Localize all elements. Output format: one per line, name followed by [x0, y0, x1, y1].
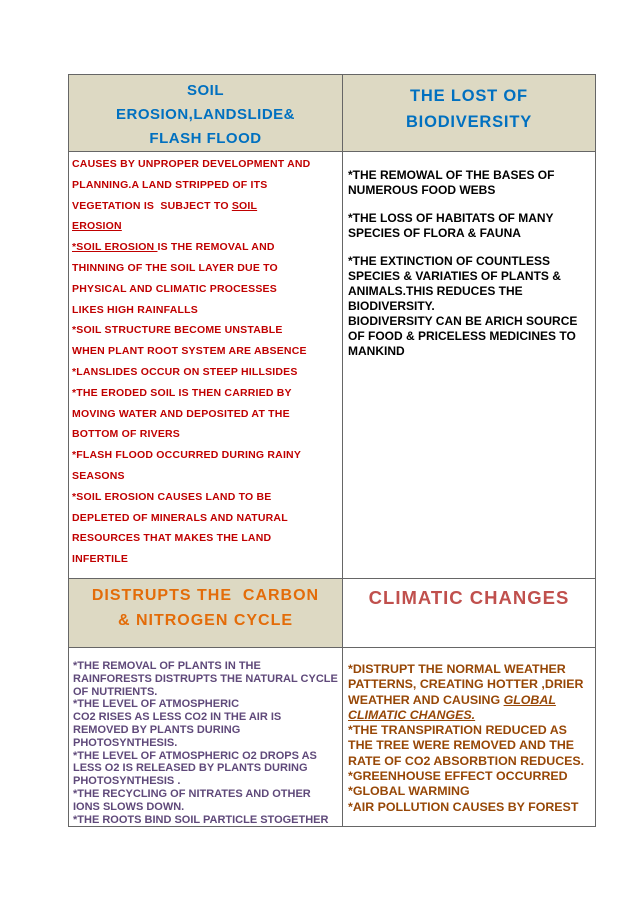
soil-line: *FLASH FLOOD OCCURRED DURING RAINY	[72, 449, 302, 462]
carbon-cycle-header-cell	[69, 579, 343, 648]
soil-line: THINNING OF THE SOIL LAYER DUE TO	[72, 261, 278, 274]
carbon-paragraph: *THE LEVEL OF ATMOSPHERIC	[73, 698, 240, 711]
biodiversity-body-cell	[343, 152, 596, 579]
carbon-paragraph: *THE ROOTS BIND SOIL PARTICLE STOGETHER	[73, 813, 329, 826]
carbon-paragraph: *THE LEVEL OF ATMOSPHERIC O2 DROPS AS LESS O2 IS RELEASED BY PLANTS DURING PHOTOSYNTHESIS .	[73, 749, 317, 788]
heading-line: SOIL	[186, 82, 224, 99]
climatic-changes-text	[343, 648, 595, 815]
carbon-cycle-heading	[69, 579, 342, 633]
header-row-1	[69, 75, 596, 152]
soil-line: MOVING WATER AND DEPOSITED AT THE	[72, 407, 290, 420]
climate-paragraph: *AIR POLLUTION CAUSES BY FOREST	[348, 799, 579, 814]
soil-line: SEASONS	[72, 469, 125, 482]
header-row-2	[69, 579, 596, 648]
carbon-paragraph: *THE REMOVAL OF PLANTS IN THE RAINFORESTS DISTRUPTS THE NATURAL CYCLE OF NUTRIENTS.	[73, 660, 338, 698]
carbon-paragraph: *THE RECYCLING OF NITRATES AND OTHER IONS SLOWS DOWN.	[73, 787, 311, 813]
climatic-changes-header-cell	[343, 579, 596, 648]
bio-paragraph: *THE LOSS OF HABITATS OF MANY SPECIES OF FLORA & FAUNA	[348, 211, 554, 240]
biodiversity-text	[343, 152, 595, 359]
climate-paragraph: *THE TRANSPIRATION REDUCED AS THE TREE WERE REMOVED AND THE RATE OF CO2 ABSORBTION REDUCES.	[348, 723, 585, 768]
soil-line: INFERTILE	[72, 553, 129, 566]
body-row-2	[69, 648, 596, 827]
carbon-paragraph: CO2 RISES AS LESS CO2 IN THE AIR IS REMOVED BY PLANTS DURING PHOTOSYNTHESIS.	[73, 711, 282, 749]
soil-underlined-word: SOIL	[231, 199, 258, 212]
heading-line: EROSION,LANDSLIDE&	[115, 106, 295, 123]
bio-paragraph: BIODIVERSITY CAN BE ARICH SOURCE OF FOOD & PRICELESS MEDICINES TO MANKIND	[348, 314, 578, 358]
soil-line: WHEN PLANT ROOT SYSTEM ARE ABSENCE	[72, 345, 307, 358]
heading-line: & NITROGEN CYCLE	[117, 612, 294, 629]
soil-erosion-text	[69, 152, 342, 570]
soil-erosion-header-cell	[69, 75, 343, 152]
heading-line: BIODIVERSITY	[405, 113, 533, 131]
climate-paragraph: *GLOBAL WARMING	[348, 784, 470, 799]
content-table	[68, 74, 596, 827]
soil-erosion-body-cell	[69, 152, 343, 579]
soil-line: DEPLETED OF MINERALS AND NATURAL	[72, 511, 288, 524]
soil-line: *THE ERODED SOIL IS THEN CARRIED BY	[72, 386, 292, 399]
global-climatic-changes-emphasis: GLOBAL CLIMATIC CHANGES.	[348, 692, 556, 722]
soil-line-part: VEGETATION IS SUBJECT TO	[72, 199, 232, 212]
soil-line: *SOIL STRUCTURE BECOME UNSTABLE	[72, 324, 283, 337]
soil-erosion-underlined: *SOIL EROSION	[72, 241, 158, 254]
soil-line: BOTTOM OF RIVERS	[72, 428, 181, 441]
heading-line: FLASH FLOOD	[149, 130, 262, 147]
heading-line: THE LOST OF	[410, 87, 528, 105]
climate-text-part: *DISTRUPT THE NORMAL WEATHER PATTERNS, CREATING HOTTER ,DRIER WEATHER AND CAUSING	[348, 662, 584, 707]
soil-line: PHYSICAL AND CLIMATIC PROCESSES	[72, 282, 277, 295]
soil-line	[72, 237, 338, 258]
carbon-cycle-body-cell	[69, 648, 343, 827]
carbon-cycle-text	[69, 648, 342, 826]
soil-line: CAUSES BY UNPROPER DEVELOPMENT AND	[72, 158, 311, 170]
biodiversity-heading	[343, 75, 595, 135]
soil-line: RESOURCES THAT MAKES THE LAND	[72, 532, 272, 545]
bio-paragraph: *THE REMOWAL OF THE BASES OF NUMEROUS FOOD WEBS	[348, 168, 555, 197]
climate-paragraph	[348, 662, 591, 723]
soil-line	[72, 196, 338, 217]
climate-paragraph: *GREENHOUSE EFFECT OCCURRED	[348, 769, 568, 784]
biodiversity-header-cell	[343, 75, 596, 152]
heading-line: DISTRUPTS THE CARBON	[91, 587, 320, 604]
soil-line-underlined: EROSION	[72, 220, 122, 233]
soil-line-part: IS THE REMOVAL AND	[157, 241, 275, 254]
soil-line: PLANNING.A LAND STRIPPED OF ITS	[72, 178, 268, 191]
soil-line: *LANSLIDES OCCUR ON STEEP HILLSIDES	[72, 365, 298, 378]
soil-line: LIKES HIGH RAINFALLS	[72, 303, 198, 316]
body-row-1	[69, 152, 596, 579]
bio-paragraph: *THE EXTINCTION OF COUNTLESS SPECIES & VARIATIES OF PLANTS & ANIMALS.THIS REDUCES THE BIODIVERSITY.	[348, 254, 561, 313]
climatic-changes-heading: CLIMATIC CHANGES	[368, 587, 570, 608]
climatic-changes-body-cell	[343, 648, 596, 827]
soil-line: *SOIL EROSION CAUSES LAND TO BE	[72, 490, 272, 503]
soil-erosion-heading	[69, 75, 342, 151]
